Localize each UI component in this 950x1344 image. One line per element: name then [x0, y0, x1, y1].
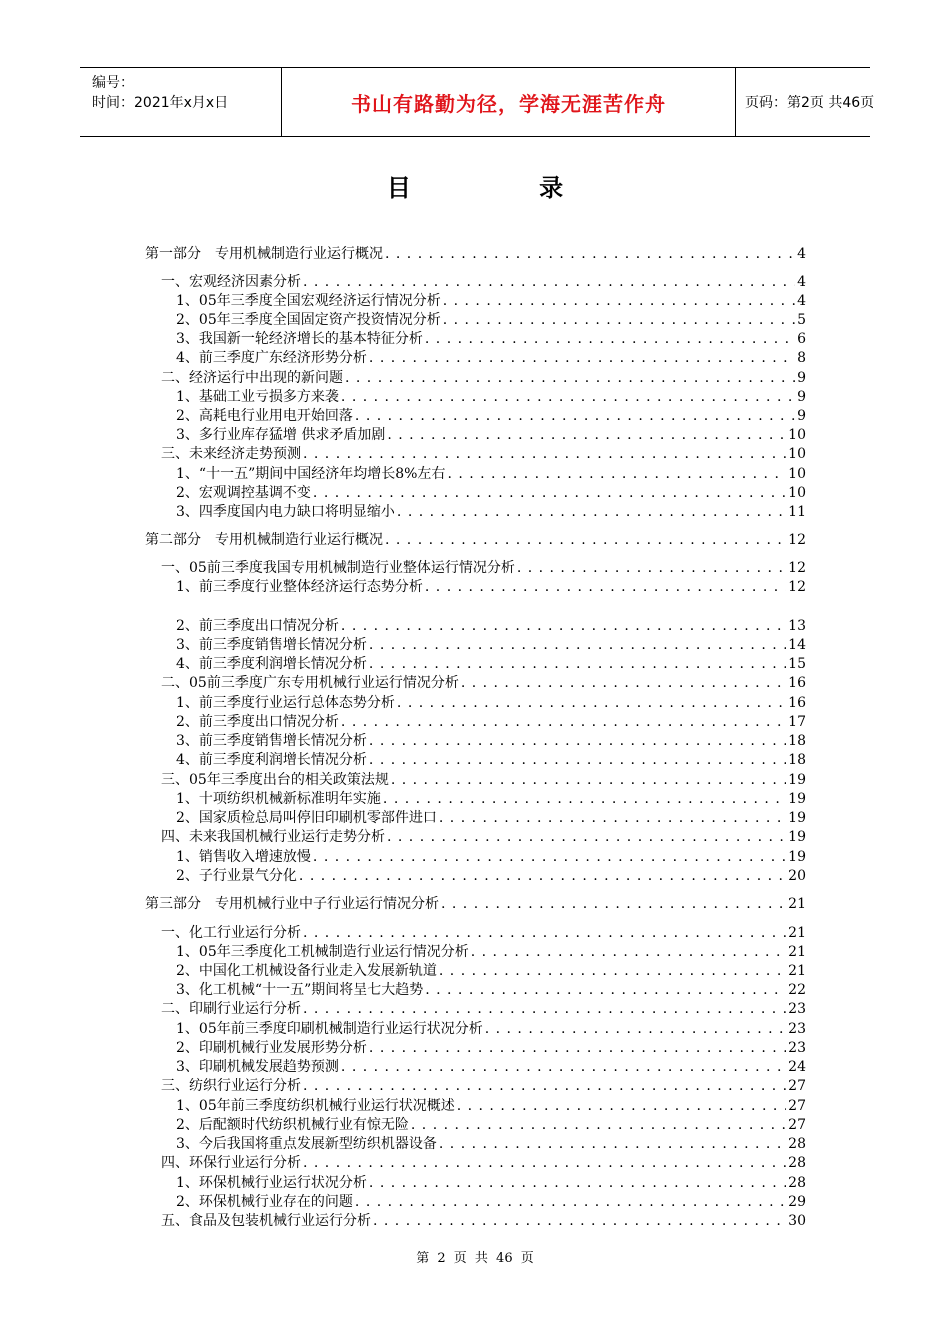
toc-entry[interactable]: [161, 1212, 806, 1231]
toc-dot-leader: [355, 1193, 786, 1212]
toc-entry[interactable]: [176, 1097, 806, 1116]
toc-entry[interactable]: [176, 617, 806, 636]
toc-dot-leader: [299, 867, 786, 886]
toc-dot-leader: [369, 349, 795, 368]
toc-dot-leader: [425, 330, 795, 349]
toc-entry[interactable]: [176, 636, 806, 655]
toc-dot-leader: [369, 636, 786, 655]
toc-entry-title: 1、05年三季度全国宏观经济运行情况分析: [176, 293, 441, 309]
toc-entry[interactable]: [145, 895, 806, 914]
toc-entry-page: 19: [788, 810, 806, 826]
toc-entry-page: 14: [788, 637, 806, 653]
toc-dot-leader: [447, 465, 786, 484]
toc-entry-page: 4: [797, 293, 806, 309]
toc-entry-page: 13: [788, 618, 806, 634]
toc-entry-page: 8: [797, 350, 806, 366]
toc-entry[interactable]: [161, 1000, 806, 1019]
toc-entry[interactable]: [176, 809, 806, 828]
toc-entry-page: 4: [797, 274, 806, 290]
toc-entry[interactable]: [176, 655, 806, 674]
toc-entry[interactable]: [176, 484, 806, 503]
toc-dot-leader: [387, 828, 786, 847]
toc-dot-leader: [485, 1020, 786, 1039]
toc-entry[interactable]: [161, 559, 806, 578]
toc-dot-leader: [439, 1135, 786, 1154]
toc-entry-page: 20: [788, 868, 806, 884]
toc-dot-leader: [313, 484, 786, 503]
page-footer: 第 2 页 共 46 页: [416, 1251, 534, 1266]
toc-dot-leader: [397, 694, 786, 713]
toc-entry-title: 2、印刷机械行业发展形势分析: [176, 1040, 367, 1056]
toc-entry-title: 2、高耗电行业用电开始回落: [176, 408, 353, 424]
toc-entry-title: 3、化工机械“十一五”期间将呈七大趋势: [176, 982, 424, 998]
toc-entry-title: 1、“十一五”期间中国经济年均增长8%左右: [176, 466, 446, 482]
toc-entry-title: 一、化工行业运行分析: [161, 925, 301, 941]
toc-entry-page: 19: [788, 849, 806, 865]
toc-entry[interactable]: [176, 388, 806, 407]
toc-dot-leader: [457, 1097, 786, 1116]
number-label: 编号：: [92, 75, 134, 91]
toc-entry[interactable]: [176, 694, 806, 713]
toc-dot-leader: [439, 809, 786, 828]
toc-entry[interactable]: [176, 426, 806, 445]
toc-entry-title: 1、环保机械行业运行状况分析: [176, 1175, 367, 1191]
toc-entry-title: 三、未来经济走势预测: [161, 446, 301, 462]
toc-entry[interactable]: [161, 1077, 806, 1096]
toc-entry-title: 2、前三季度出口情况分析: [176, 714, 339, 730]
toc-entry-title: 一、05前三季度我国专用机械制造行业整体运行情况分析: [161, 560, 515, 576]
toc-entry-page: 10: [788, 446, 806, 462]
toc-entry-page: 18: [788, 733, 806, 749]
toc-entry-page: 22: [788, 982, 806, 998]
toc-entry-title: 三、纺织行业运行分析: [161, 1078, 301, 1094]
toc-entry-title: 3、前三季度销售增长情况分析: [176, 637, 367, 653]
toc-entry-page: 21: [788, 925, 806, 941]
toc-dot-leader: [355, 407, 795, 426]
toc-dot-leader: [471, 943, 786, 962]
toc-entry[interactable]: [176, 751, 806, 770]
toc-entry-title: 第三部分 专用机械行业中子行业运行情况分析: [145, 896, 439, 912]
toc-entry[interactable]: [161, 369, 806, 388]
toc-entry-page: 30: [788, 1213, 806, 1229]
toc-dot-leader: [443, 292, 795, 311]
toc-entry[interactable]: [161, 771, 806, 790]
toc-dot-leader: [303, 1077, 786, 1096]
toc-entry-page: 5: [797, 312, 806, 328]
toc-entry[interactable]: [161, 445, 806, 464]
toc-dot-leader: [425, 578, 786, 597]
time-label: 时间：2021年x月x日: [92, 95, 229, 111]
toc-entry-title: 五、食品及包装机械行业运行分析: [161, 1213, 371, 1229]
toc-entry-title: 2、宏观调控基调不变: [176, 485, 311, 501]
toc-entry-title: 2、国家质检总局叫停旧印刷机零部件进口: [176, 810, 437, 826]
toc-entry-page: 21: [788, 944, 806, 960]
toc-entry-title: 四、环保行业运行分析: [161, 1155, 301, 1171]
toc-dot-leader: [369, 1039, 786, 1058]
toc-dot-leader: [303, 445, 786, 464]
toc-entry[interactable]: [176, 1135, 806, 1154]
toc-entry-title: 3、多行业库存猛增 供求矛盾加剧: [176, 427, 386, 443]
toc-entry-title: 1、十项纺织机械新标准明年实施: [176, 791, 381, 807]
toc-entry[interactable]: [176, 713, 806, 732]
toc-dot-leader: [369, 655, 786, 674]
toc-entry-title: 1、前三季度行业整体经济运行态势分析: [176, 579, 423, 595]
toc-entry-page: 21: [788, 896, 806, 912]
toc-entry-page: 17: [788, 714, 806, 730]
toc-entry-page: 28: [788, 1136, 806, 1152]
toc-entry[interactable]: [176, 1058, 806, 1077]
toc-dot-leader: [303, 1000, 786, 1019]
header-page-info: 页码：第2页 共46页: [745, 95, 875, 111]
toc-entry-title: 2、环保机械行业存在的问题: [176, 1194, 353, 1210]
toc-dot-leader: [443, 311, 795, 330]
toc-entry-page: 12: [788, 532, 806, 548]
toc-entry[interactable]: [176, 732, 806, 751]
toc-entry-page: 9: [797, 408, 806, 424]
toc-entry[interactable]: [161, 828, 806, 847]
toc-entry[interactable]: [176, 330, 806, 349]
toc-dot-leader: [517, 559, 786, 578]
toc-entry-page: 6: [797, 331, 806, 347]
toc-entry[interactable]: [176, 1039, 806, 1058]
toc-entry[interactable]: [161, 273, 806, 292]
toc-entry-title: 3、前三季度销售增长情况分析: [176, 733, 367, 749]
toc-entry-page: 23: [788, 1040, 806, 1056]
toc-entry[interactable]: [176, 962, 806, 981]
toc-dot-leader: [303, 924, 786, 943]
toc-entry[interactable]: [176, 1020, 806, 1039]
toc-entry[interactable]: [176, 292, 806, 311]
toc-entry-page: 15: [788, 656, 806, 672]
toc-entry-title: 1、前三季度行业运行总体态势分析: [176, 695, 395, 711]
toc-entry[interactable]: [145, 531, 806, 550]
toc-entry-page: 12: [788, 579, 806, 595]
toc-dot-leader: [369, 732, 786, 751]
toc-entry-title: 2、子行业景气分化: [176, 868, 297, 884]
toc-dot-leader: [303, 1154, 786, 1173]
toc-dot-leader: [411, 1116, 786, 1135]
toc-dot-leader: [341, 713, 786, 732]
toc-dot-leader: [461, 674, 786, 693]
toc-entry-title: 一、宏观经济因素分析: [161, 274, 301, 290]
toc-entry-title: 1、销售收入增速放慢: [176, 849, 311, 865]
toc-entry-page: 10: [788, 485, 806, 501]
toc-entry-page: 10: [788, 427, 806, 443]
toc-entry-page: 29: [788, 1194, 806, 1210]
toc-dot-leader: [425, 981, 786, 1000]
toc-entry-title: 1、05年前三季度纺织机械行业运行状况概述: [176, 1098, 455, 1114]
toc-dot-leader: [345, 369, 795, 388]
toc-entry-page: 23: [788, 1001, 806, 1017]
toc-entry-title: 四、未来我国机械行业运行走势分析: [161, 829, 385, 845]
toc-entry[interactable]: [176, 1193, 806, 1212]
toc-entry[interactable]: [176, 867, 806, 886]
toc-entry-title: 3、我国新一轮经济增长的基本特征分析: [176, 331, 423, 347]
toc-entry-page: 19: [788, 829, 806, 845]
toc-entry[interactable]: [176, 943, 806, 962]
toc-entry-page: 9: [797, 370, 806, 386]
toc-dot-leader: [313, 848, 786, 867]
toc-entry[interactable]: [176, 311, 806, 330]
toc-entry[interactable]: [145, 245, 806, 264]
toc-dot-leader: [391, 771, 786, 790]
toc-dot-leader: [341, 617, 786, 636]
header-motto: 书山有路勤为径，学海无涯苦作舟: [281, 68, 736, 136]
toc-entry-page: 24: [788, 1059, 806, 1075]
toc-entry[interactable]: [176, 503, 806, 522]
toc-dot-leader: [385, 245, 795, 264]
toc-entry-page: 11: [788, 504, 806, 520]
toc-dot-leader: [385, 531, 786, 550]
toc-entry-title: 4、前三季度利润增长情况分析: [176, 752, 367, 768]
toc-entry[interactable]: [176, 848, 806, 867]
toc-entry-title: 第一部分 专用机械制造行业运行概况: [145, 246, 383, 262]
page-title: 目 录: [386, 174, 624, 202]
toc-entry[interactable]: [176, 790, 806, 809]
toc-entry[interactable]: [176, 465, 806, 484]
toc-entry-page: 27: [788, 1098, 806, 1114]
toc-entry-page: 28: [788, 1175, 806, 1191]
toc-entry-title: 4、前三季度利润增长情况分析: [176, 656, 367, 672]
toc-dot-leader: [341, 1058, 786, 1077]
toc-dot-leader: [397, 503, 786, 522]
toc-entry-title: 二、印刷行业运行分析: [161, 1001, 301, 1017]
toc-dot-leader: [341, 388, 795, 407]
toc-dot-leader: [303, 273, 795, 292]
toc-entry[interactable]: [176, 1174, 806, 1193]
toc-entry-title: 第二部分 专用机械制造行业运行概况: [145, 532, 383, 548]
toc-entry-title: 2、前三季度出口情况分析: [176, 618, 339, 634]
toc-entry-title: 二、05前三季度广东专用机械行业运行情况分析: [161, 675, 459, 691]
toc-dot-leader: [369, 1174, 786, 1193]
toc-entry[interactable]: [161, 1154, 806, 1173]
toc-entry-title: 4、前三季度广东经济形势分析: [176, 350, 367, 366]
toc-entry[interactable]: [176, 981, 806, 1000]
toc-entry-page: 27: [788, 1117, 806, 1133]
toc-entry-page: 16: [788, 675, 806, 691]
toc-entry-title: 1、05年前三季度印刷机械制造行业运行状况分析: [176, 1021, 483, 1037]
toc-entry-title: 三、05年三季度出台的相关政策法规: [161, 772, 389, 788]
header-left-cell: [80, 68, 280, 136]
toc-entry-title: 2、后配额时代纺织机械行业有惊无险: [176, 1117, 409, 1133]
toc-dot-leader: [387, 426, 786, 445]
toc-dot-leader: [369, 751, 786, 770]
toc-entry-page: 9: [797, 389, 806, 405]
toc-entry[interactable]: [161, 924, 806, 943]
toc-entry[interactable]: [176, 349, 806, 368]
toc-dot-leader: [439, 962, 786, 981]
toc-entry-page: 4: [797, 246, 806, 262]
toc-entry-title: 3、四季度国内电力缺口将明显缩小: [176, 504, 395, 520]
document-header: [80, 67, 875, 137]
toc-entry-title: 2、05年三季度全国固定资产投资情况分析: [176, 312, 441, 328]
toc-entry-page: 12: [788, 560, 806, 576]
toc-entry[interactable]: [176, 578, 806, 597]
toc-entry-title: 3、今后我国将重点发展新型纺织机器设备: [176, 1136, 437, 1152]
toc-dot-leader: [373, 1212, 786, 1231]
toc-entry-page: 19: [788, 791, 806, 807]
toc-entry-page: 10: [788, 466, 806, 482]
toc-entry-title: 3、印刷机械发展趋势预测: [176, 1059, 339, 1075]
toc-entry-title: 二、经济运行中出现的新问题: [161, 370, 343, 386]
toc-entry-page: 18: [788, 752, 806, 768]
toc-entry-title: 1、基础工业亏损多方来袭: [176, 389, 339, 405]
toc-entry-title: 1、05年三季度化工机械制造行业运行情况分析: [176, 944, 469, 960]
toc-entry-page: 19: [788, 772, 806, 788]
toc-entry-page: 28: [788, 1155, 806, 1171]
toc-entry-page: 21: [788, 963, 806, 979]
toc-entry-page: 27: [788, 1078, 806, 1094]
toc-entry[interactable]: [161, 674, 806, 693]
toc-entry[interactable]: [176, 407, 806, 426]
toc-dot-leader: [383, 790, 786, 809]
toc-entry-title: 2、中国化工机械设备行业走入发展新轨道: [176, 963, 437, 979]
toc-entry-page: 23: [788, 1021, 806, 1037]
toc-entry[interactable]: [176, 1116, 806, 1135]
toc-entry-page: 16: [788, 695, 806, 711]
toc-dot-leader: [441, 895, 786, 914]
